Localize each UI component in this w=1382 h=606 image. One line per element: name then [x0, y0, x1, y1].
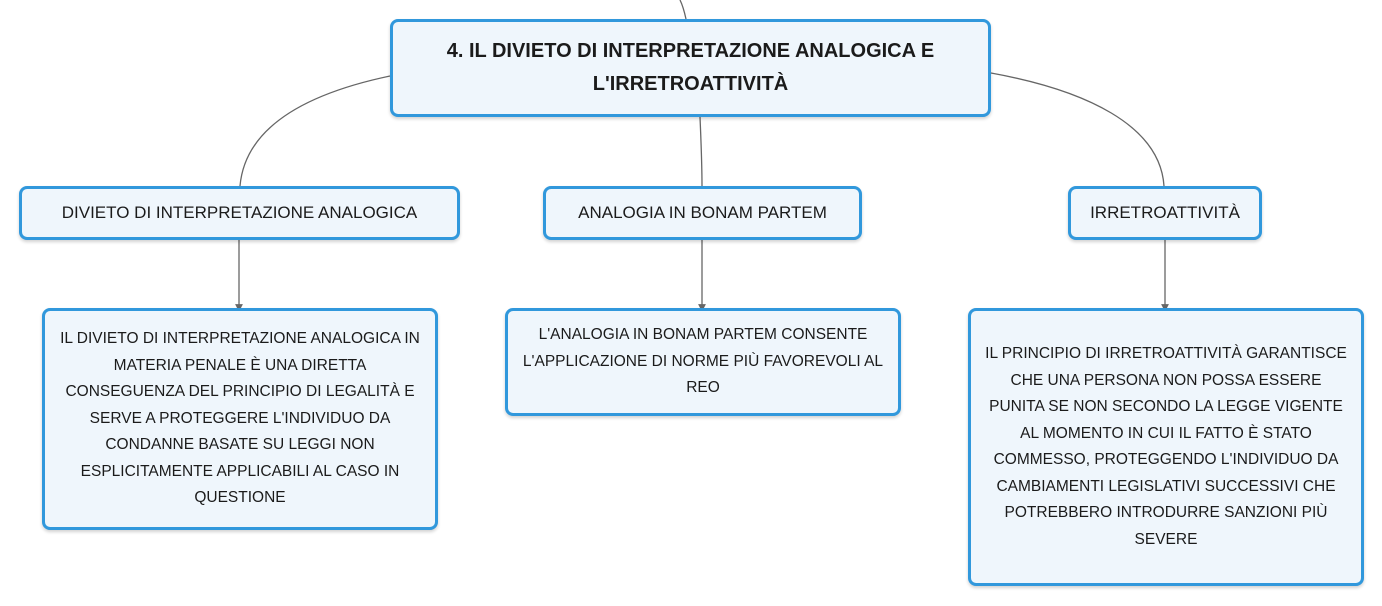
- parent-connector: [680, 0, 686, 19]
- connector-root-branch-2: [700, 117, 702, 186]
- detail-text: IL PRINCIPIO DI IRRETROATTIVITÀ GARANTISCE CHE UNA PERSONA NON POSSA ESSERE PUNITA SE NON SECONDO LA LEGGE VIGENTE AL MOMENTO IN CUI IL FATTO È STATO COMMESSO, PROTEGGENDO L'INDIVIDUO DA CAMBIAMENTI LEGISLATIVI SUCCESSIVI CHE POTREBBERO INTRODURRE SANZIONI PIÙ SEVERE: [985, 345, 1347, 548]
- detail-irretroattivita[interactable]: [968, 308, 1364, 586]
- detail-divieto-interpretazione-analogica[interactable]: [42, 308, 438, 530]
- branch-label: DIVIETO DI INTERPRETAZIONE ANALOGICA: [61, 203, 418, 222]
- branch-analogia-in-bonam-partem[interactable]: [543, 186, 862, 240]
- branch-divieto-interpretazione-analogica[interactable]: [19, 186, 460, 240]
- detail-analogia-in-bonam-partem[interactable]: [505, 308, 901, 416]
- detail-text: L'ANALOGIA IN BONAM PARTEM CONSENTE L'APPLICAZIONE DI NORME PIÙ FAVOREVOLI AL REO: [522, 326, 884, 397]
- root-topic-title: 4. IL DIVIETO DI INTERPRETAZIONE ANALOGICA E L'IRRETROATTIVITÀ: [446, 40, 935, 95]
- connector-root-branch-1: [240, 76, 390, 186]
- connector-root-branch-3: [991, 73, 1164, 186]
- branch-label: IRRETROATTIVITÀ: [1090, 203, 1240, 222]
- branch-label: ANALOGIA IN BONAM PARTEM: [578, 203, 827, 222]
- detail-text: IL DIVIETO DI INTERPRETAZIONE ANALOGICA IN MATERIA PENALE È UNA DIRETTA CONSEGUENZA DEL PRINCIPIO DI LEGALITÀ E SERVE A PROTEGGERE L'INDIVIDUO DA CONDANNE BASATE SU LEGGI NON ESPLICITAMENTE APPLICABILI AL CASO IN QUESTIONE: [60, 330, 420, 507]
- branch-irretroattivita[interactable]: [1068, 186, 1262, 240]
- root-topic[interactable]: [390, 19, 991, 117]
